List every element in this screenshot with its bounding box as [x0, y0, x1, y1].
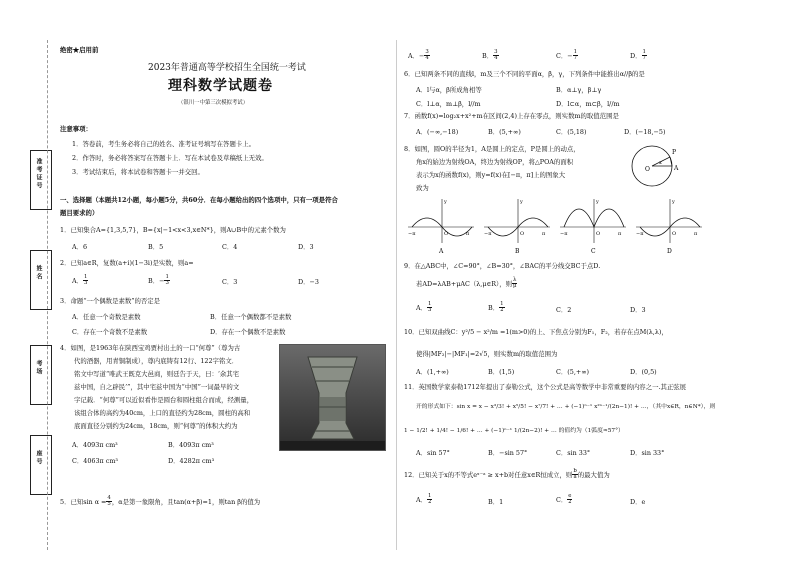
q10-option: C．(5,+∞) [556, 368, 590, 376]
q3-option: C．存在一个奇数不是素数 [72, 328, 148, 336]
q11-stem: 11．英国数学家泰勒1712年提出了泰勒公式，这个公式是高等数学中非常重要的内容之一.其正弦展 [404, 383, 687, 391]
q8-line: 表示为x的函数f(x)，则y=f(x)在[−π，π]上的图象大 [416, 171, 566, 179]
q2-option-b: B．− $\frac{1}{3}$ [148, 274, 169, 287]
svg-text:π: π [618, 231, 622, 237]
exam-title: 2023年普通高等学校招生全国统一考试 [148, 63, 306, 73]
q4-line: 4．如图，是1963年在陕西宝鸡贾村出土的一口“何尊”（尊为古 [60, 344, 241, 352]
q8-graph-options [404, 195, 704, 257]
q2-option-d: D．−3 [298, 278, 319, 286]
section1-title: 一、选择题（本题共12小题，每小题5分，共60分．在每小题给出的四个选项中，只有一项是符合 [60, 196, 338, 204]
svg-text:y: y [672, 199, 675, 205]
q9-stem: 9．在△ABC中，∠C=90°，∠B=30°，∠BAC的平分线交BC于点D. [404, 262, 601, 270]
tick-neg-pi: −π [408, 231, 416, 237]
q3-option: D．存在一个偶数不是素数 [210, 328, 286, 336]
tick-pi: π [466, 231, 470, 237]
q12-option: C． $\frac{e}{2}$ [556, 493, 572, 506]
q11-stem3: 1 − 1/2! + 1/4! − 1/6! + … + (−1)ⁿ⁻¹ 1/(2n−2)! + … 的值约为（1弧度≈57°） [404, 428, 624, 434]
note-item: 1．答卷前，考生务必将自己的姓名、准考证号填写在答题卡上。 [72, 140, 256, 148]
svg-text:O: O [596, 231, 601, 237]
binding-dashed-line [47, 40, 48, 550]
paper-title: 理科数学试题卷 [168, 78, 273, 94]
q11-option: D．sin 33° [630, 449, 665, 457]
q3-option: B．任意一个偶数都不是素数 [210, 313, 292, 321]
he-zun-vessel-icon [280, 345, 385, 450]
graph-a [408, 199, 474, 255]
name-label: 姓名 [35, 265, 42, 281]
q12-option: D．e [630, 498, 646, 506]
q10-option: B．(1,5) [488, 368, 515, 376]
paper-subtitle: （银川一中第三次模拟考试） [178, 100, 249, 106]
tick-y: y [444, 199, 447, 205]
svg-text:−π: −π [636, 231, 644, 237]
q9-stem2: 若AD=λAB+μAC（λ,μ∈R），则 $\frac{\lambda}{\mu}$ [416, 277, 517, 290]
svg-text:O: O [672, 231, 677, 237]
q11-option: A．sin 57° [416, 449, 450, 457]
q4-option: A．4093π cm³ [72, 441, 118, 449]
graph-c-label: C [591, 248, 596, 255]
svg-text:−π: −π [560, 231, 568, 237]
q4-line: 兹中国，自之辟民’”，其中宅兹中国为“中国”一词最早的文 [74, 383, 240, 391]
q5-option: A．− $\frac{3}{4}$ [408, 49, 429, 62]
exam-number-label: 准考证号 [35, 158, 42, 190]
svg-text:O: O [520, 231, 525, 237]
secret-label: 绝密★启用前 [60, 46, 99, 54]
svg-text:π: π [542, 231, 546, 237]
q11-option: B．−sin 57° [488, 449, 528, 457]
graph-d-label: D [667, 248, 672, 255]
q1-option: D．3 [298, 243, 314, 251]
note-item: 3．考试结束后，将本试卷和答题卡一并交回。 [72, 168, 204, 176]
q4-line: 铭文中写道“唯武王既克大邑商，则廷告于天，曰：‘余其宅 [74, 370, 240, 378]
svg-text:−π: −π [484, 231, 492, 237]
q12-option: B．1 [488, 498, 504, 506]
q11-option: C．sin 33° [556, 449, 591, 457]
graph-a-label: A [439, 248, 444, 255]
q5-option: D． $\frac{1}{7}$ [630, 49, 646, 62]
seat-label: 座号 [35, 450, 42, 466]
q12-stem: 12．已知关于x的不等式eˣ⁻ᵃ ≥ x+b对任意x∈R恒成立，则 $\frac{b}{a}$ 的最大值为 [404, 468, 610, 481]
q7-option: A．(−∞,−18) [416, 128, 459, 136]
q9-option: B． $\frac{1}{2}$ [488, 301, 504, 314]
q7-option: D．(−18,−5) [624, 128, 666, 136]
q4-line: 底面直径分别约为24cm，18cm，则“何尊”的体积大约为 [74, 422, 238, 430]
q11-stem2: 开的形式如下：sin x = x − x³/3! + x⁵/5! − x⁷/7! + … + (−1)ⁿ⁻¹ x²ⁿ⁻¹/(2n−1)! + …，（其中x∈R，n∈N*），则 [416, 404, 716, 410]
q10-stem: 10．已知双曲线C：y²/5 − x²/m =1(m>0)的上、下焦点分别为F₁，F₂，若存在点M(λ,λ)， [404, 328, 668, 336]
q10-option: D．(0,5) [630, 368, 657, 376]
q6-option: A．l与α，β所成角相等 [416, 86, 482, 94]
q10-option: A．(1,+∞) [416, 368, 449, 376]
q5-stem: 5．已知sin α = $\frac{4}{5}$ ，α是第一象限角，且tan(α+β)=1，则tan β的值为 [60, 495, 261, 508]
q10-stem2: 使得|MF₂|−|MF₁|=2√5，则实数m的取值范围为 [416, 350, 558, 358]
q8-line: 8．如图，圆O的半径为1，A是圆上的定点，P是圆上的动点， [404, 145, 580, 153]
graph-d [636, 199, 702, 255]
angle-x-label: x [659, 160, 662, 166]
q4-option: B．4093π cm³ [168, 441, 214, 449]
q6-option: C．l⊥α，m⊥β，l//m [416, 100, 481, 108]
he-zun-bronze-photo [279, 344, 386, 451]
note-item: 2．作答时，务必将答案写在答题卡上．写在本试卷及草稿纸上无效。 [72, 154, 268, 162]
graph-b-label: B [515, 248, 520, 255]
q4-line: 该组合体的高约为40cm，上口的直径约为28cm，圆柱的高和 [74, 409, 251, 417]
q7-stem: 7．函数f(x)=log₂x+x²+m在区间(2,4)上存在零点，则实数m的取值范围是 [404, 112, 619, 120]
q1-option: C．4 [222, 243, 238, 251]
q5-option: C．− $\frac{1}{7}$ [556, 49, 578, 62]
q2-option-a: A． $\frac{1}{3}$ [72, 274, 88, 287]
tick-o: O [444, 231, 449, 237]
q12-option: A． $\frac{1}{2}$ [416, 493, 432, 506]
point-p-label: P [672, 149, 677, 156]
q7-option: B．(5,+∞) [488, 128, 521, 136]
svg-text:y: y [596, 199, 599, 205]
column-divider [396, 40, 397, 550]
q8-line: 角x的始边为射线OA，终边为射线OP，将△POA的面积 [416, 158, 574, 166]
q6-stem: 6．已知两条不同的直线l，m及三个不同的平面α，β，γ，下列条件中能推出α//β的是 [404, 70, 645, 78]
q2-stem: 2．已知a∈R，复数(a+i)(1−3i)是实数，则a= [60, 259, 194, 267]
unit-circle-figure [612, 140, 692, 192]
q4-option: C．4063π cm³ [72, 457, 118, 465]
q9-option: C．2 [556, 306, 572, 314]
notes-title: 注意事项： [60, 125, 92, 133]
q1-option: B．5 [148, 243, 164, 251]
point-a-label: A [674, 165, 679, 172]
q3-stem: 3．命题“一个偶数是素数”的否定是 [60, 297, 161, 305]
q5-option: B． $\frac{3}{4}$ [482, 49, 498, 62]
graph-b [484, 199, 550, 255]
q1-option: A．6 [72, 243, 88, 251]
room-label: 考场 [35, 360, 42, 376]
q6-option: D．l⊂α，m⊂β，l//m [556, 100, 620, 108]
q7-option: C．(5,18) [556, 128, 587, 136]
q9-option: D．3 [630, 306, 646, 314]
q9-option: A． $\frac{1}{3}$ [416, 301, 432, 314]
section1-title-cont: 题目要求的） [60, 209, 99, 217]
q4-line: 代的酒器，用青铜制成），尊内底铸有12行、122字铭文． [74, 357, 239, 365]
q1-stem: 1．已知集合A={1,3,5,7}，B={x|−1<x<3,x∈N*}，则A∪B中的元素个数为 [60, 226, 286, 234]
q4-line: 字记载．“何尊”可以近似看作是圆台和圆柱组合而成，经测量， [74, 396, 254, 404]
q2-option-c: C．3 [222, 278, 238, 286]
graph-c [560, 199, 626, 255]
q6-option: B．α⊥γ，β⊥γ [556, 86, 602, 94]
q4-option: D．4282π cm³ [168, 457, 215, 465]
svg-text:π: π [694, 231, 698, 237]
svg-text:y: y [520, 199, 523, 205]
q8-line: 致为 [416, 184, 429, 192]
center-o-label: O [645, 166, 650, 173]
q3-option: A．任意一个奇数是素数 [72, 313, 141, 321]
